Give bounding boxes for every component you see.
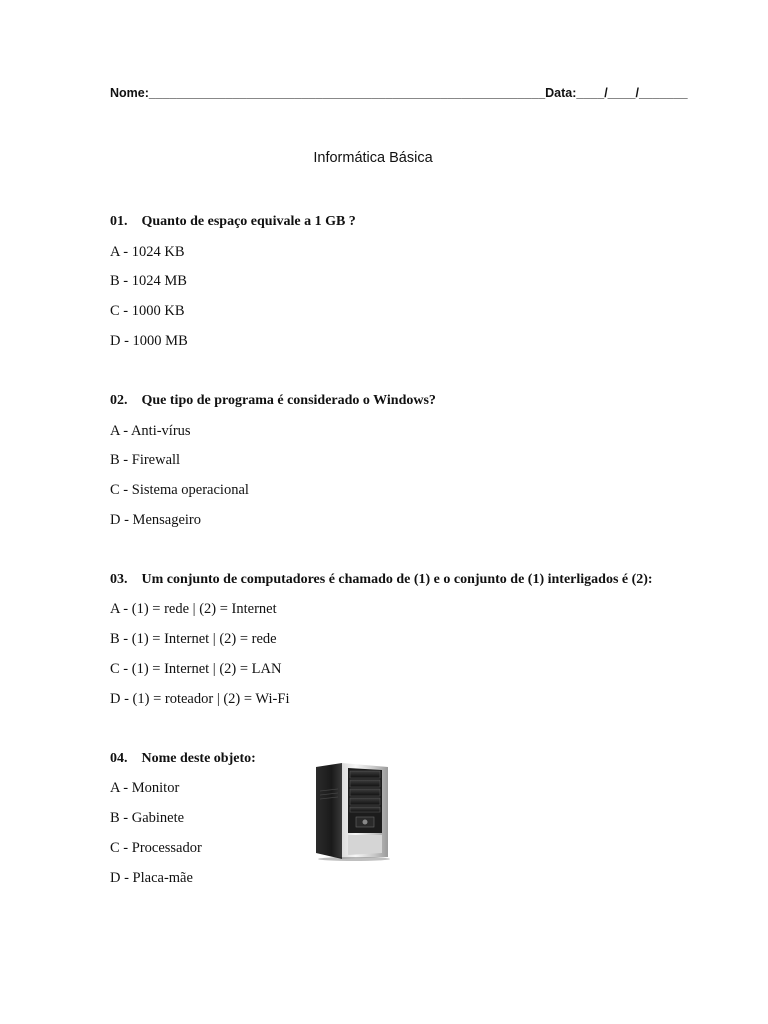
question-1-option-a: A - 1024 KB — [110, 244, 185, 260]
question-3-option-a: A - (1) = rede | (2) = Internet — [110, 601, 277, 617]
question-1-heading — [110, 214, 356, 230]
question-3-option-b: B - (1) = Internet | (2) = rede — [110, 631, 277, 647]
question-3-option-d: D - (1) = roteador | (2) = Wi-Fi — [110, 691, 290, 707]
question-4-option-c: C - Processador — [110, 840, 202, 856]
question-4-option-d: D - Placa-mãe — [110, 870, 193, 886]
question-1-option-c: C - 1000 KB — [110, 303, 185, 319]
question-text: Nome deste objeto: — [141, 751, 256, 766]
question-number: 04. — [110, 751, 128, 766]
question-2-option-c: C - Sistema operacional — [110, 482, 249, 498]
question-2-heading — [110, 393, 436, 409]
question-text: Um conjunto de computadores é chamado de (1) e o conjunto de (1) interligados é (2): — [141, 572, 653, 587]
question-1-option-b: B - 1024 MB — [110, 273, 187, 289]
question-number: 03. — [110, 572, 128, 587]
question-2-option-d: D - Mensageiro — [110, 512, 202, 528]
question-4-heading — [110, 751, 256, 767]
question-2-option-a: A - Anti-vírus — [110, 423, 191, 439]
question-text: Que tipo de programa é considerado o Windows? — [141, 393, 436, 408]
question-text: Quanto de espaço equivale a 1 GB ? — [141, 214, 356, 229]
question-1-option-d: D - 1000 MB — [110, 333, 188, 349]
question-number: 01. — [110, 214, 128, 229]
computer-tower-icon — [312, 761, 392, 861]
question-4-option-b: B - Gabinete — [110, 810, 185, 826]
page-title: Informática Básica — [313, 150, 433, 166]
question-3-option-c: C - (1) = Internet | (2) = LAN — [110, 661, 282, 677]
name-date-line: Nome:_________________________________________________________Data:____/____/_______ — [110, 86, 688, 100]
question-4-option-a: A - Monitor — [110, 780, 180, 796]
question-number: 02. — [110, 393, 128, 408]
question-3-heading — [110, 572, 653, 588]
question-2-option-b: B - Firewall — [110, 452, 181, 468]
